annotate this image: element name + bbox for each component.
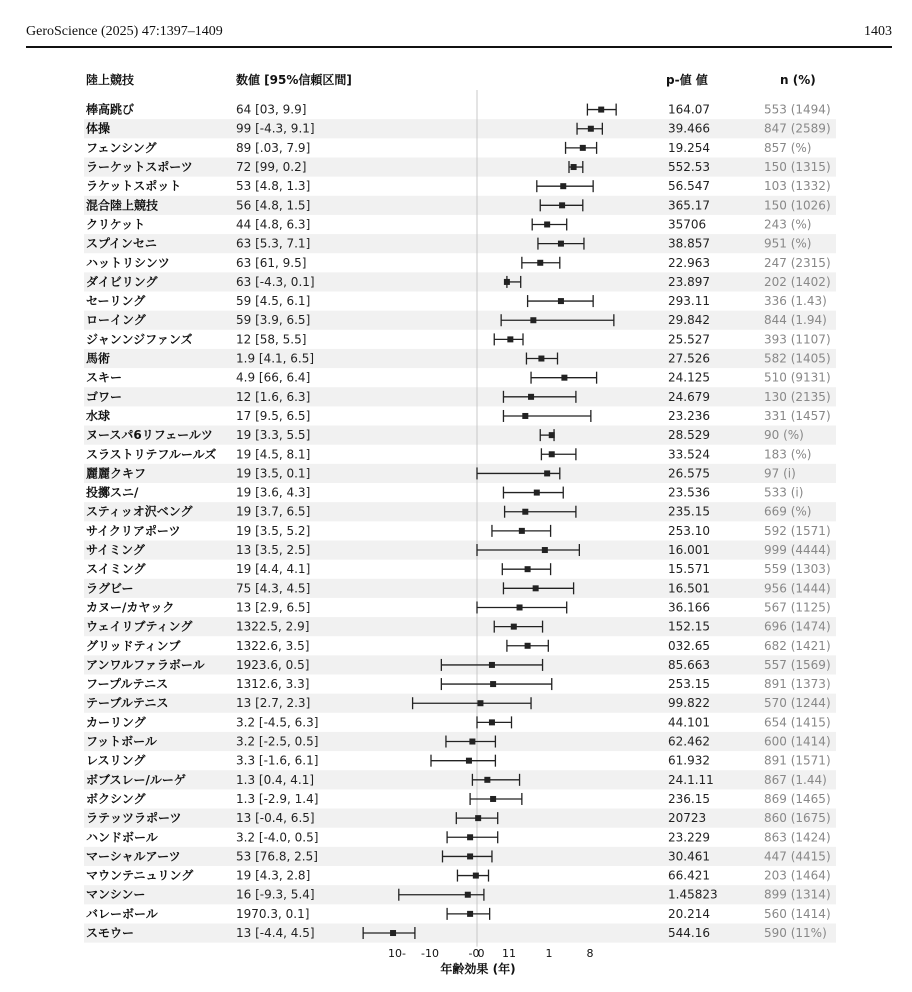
n-label: 600 (1414) [764,734,831,749]
point-estimate [390,930,396,936]
point-estimate [571,164,577,170]
column-header-n: n (%) [780,73,816,87]
row-band [84,272,836,291]
p-value-label: 19.254 [668,140,710,155]
estimate-label: 59 [4.5, 6.1] [236,294,311,309]
point-estimate [519,528,525,534]
column-header-estimate: 数値 [95%信頼区間] [236,73,352,87]
p-value-label: 16.501 [668,581,710,596]
x-axis [388,947,593,960]
row-band [84,540,836,559]
estimate-label: 13 [3.5, 2.5] [236,543,311,558]
estimate-label: 44 [4.8, 6.3] [236,217,311,232]
point-estimate [528,394,534,400]
point-estimate [522,509,528,515]
point-estimate [504,279,510,285]
point-estimate [525,566,531,572]
estimate-label: 1.9 [4.1, 6.5] [236,351,315,366]
sport-label: マウンテニュリング [86,868,194,883]
p-value-label: 61.932 [668,753,710,768]
row-band [84,770,836,789]
point-estimate [549,432,555,438]
estimate-label: 1312.6, 3.3] [236,677,310,692]
n-label: 559 (1303) [764,562,831,577]
p-value-label: 26.575 [668,466,710,481]
sport-label: クリケット [86,217,146,232]
sport-label: 投擲スニ/ [86,485,139,500]
point-estimate [490,796,496,802]
sport-label: ウェイリブティング [86,619,193,634]
p-value-label: 38.857 [668,236,710,251]
estimate-label: 3.2 [-4.0, 0.5] [236,830,319,845]
journal-citation: GeroScience (2025) 47:1397–1409 [26,24,223,39]
point-estimate [473,873,479,879]
n-label: 90 (%) [764,428,804,443]
p-value-label: 16.001 [668,543,710,558]
estimate-label: 3.2 [-4.5, 6.3] [236,715,319,730]
n-label: 956 (1444) [764,581,831,596]
estimate-label: 99 [-4.3, 9.1] [236,121,315,136]
estimate-label: 89 [.03, 7.9] [236,140,311,155]
point-estimate [467,834,473,840]
sport-label: ラケットスポット [86,179,182,194]
row-band [84,502,836,521]
x-tick-label: 10- [388,947,406,960]
estimate-label: 17 [9.5, 6.5] [236,408,311,423]
x-tick-label: 0 [477,947,485,960]
n-label: 669 (%) [764,504,812,519]
p-value-label: 253.15 [668,677,710,692]
sport-label: フープルテニス [86,677,169,692]
sport-label: ボブスレー/ルーゲ [86,772,186,787]
n-label: 867 (1.44) [764,772,827,787]
row-band [84,196,836,215]
p-value-label: 23.229 [668,830,710,845]
sport-label: アンワルファラボール [86,657,205,672]
point-estimate [561,375,567,381]
p-value-label: 152.15 [668,619,710,634]
n-label: 553 (1494) [764,102,831,117]
sport-label: ローイング [86,313,146,328]
row-bands [84,119,836,942]
sport-label: カーリング [86,715,146,730]
p-value-label: 56.547 [668,179,710,194]
n-label: 582 (1405) [764,351,831,366]
n-label: 654 (1415) [764,715,831,730]
estimate-label: 19 [3.3, 5.5] [236,428,311,443]
n-label: 951 (%) [764,236,812,251]
sport-label: スラストリテフルールズ [86,447,217,462]
estimate-label: 19 [4.5, 8.1] [236,447,311,462]
estimate-label: 19 [3.6, 4.3] [236,485,311,500]
point-estimate [542,547,548,553]
n-label: 130 (2135) [764,389,831,404]
sport-label: スキー [86,370,123,385]
x-tick-label: -10 [421,947,439,960]
p-value-label: 1.45823 [668,887,718,902]
estimate-label: 19 [4.3, 2.8] [236,868,311,883]
row-band [84,311,836,330]
p-value-label: 24.125 [668,370,710,385]
n-label: 150 (1026) [764,198,831,213]
estimate-label: 16 [-9.3, 5.4] [236,887,315,902]
estimate-label: 63 [-4.3, 0.1] [236,274,315,289]
n-label: 857 (%) [764,140,812,155]
estimate-label: 1322.6, 3.5] [236,638,310,653]
p-value-label: 62.462 [668,734,710,749]
p-value-label: 20.214 [668,906,710,921]
point-estimate [534,490,540,496]
estimate-label: 64 [03, 9.9] [236,102,307,117]
estimate-label: 72 [99, 0.2] [236,160,307,175]
p-value-label: 29.842 [668,313,710,328]
sport-label: 水球 [86,408,111,423]
point-estimate [489,662,495,668]
estimate-label: 1.3 [-2.9, 1.4] [236,791,319,806]
sport-label: ラーケットスポーツ [86,160,193,175]
p-value-label: 28.529 [668,428,710,443]
point-estimate [477,700,483,706]
sport-label: ハットリシンツ [86,255,170,270]
x-tick-label: -0 [468,947,480,960]
n-label: 999 (4444) [764,543,831,558]
point-estimate [522,413,528,419]
sport-label: ラテッツラポーツ [86,811,182,826]
point-estimate [537,260,543,266]
point-estimate [511,624,517,630]
estimate-label: 19 [3.7, 6.5] [236,504,311,519]
point-estimate [544,470,550,476]
row-band [84,119,836,138]
sport-label: フットボール [86,734,157,749]
p-value-label: 15.571 [668,562,710,577]
p-value-label: 365.17 [668,198,710,213]
p-value-label: 39.466 [668,121,710,136]
n-label: 560 (1414) [764,906,831,921]
row-band [84,579,836,598]
point-estimate [490,681,496,687]
n-label: 682 (1421) [764,638,831,653]
n-label: 203 (1464) [764,868,831,883]
p-value-label: 164.07 [668,102,710,117]
n-label: 510 (9131) [764,370,831,385]
estimate-label: 13 [2.7, 2.3] [236,696,311,711]
p-value-label: 85.663 [668,657,710,672]
row-band [84,157,836,176]
sport-label: 混合陸上競技 [86,198,159,213]
n-label: 243 (%) [764,217,812,232]
n-label: 247 (2315) [764,255,831,270]
estimate-label: 56 [4.8, 1.5] [236,198,311,213]
point-estimate [467,853,473,859]
sport-label: ジャンンジファンズ [86,332,193,347]
estimate-label: 53 [4.8, 1.3] [236,179,311,194]
page-number: 1403 [864,24,892,39]
p-value-label: 20723 [668,811,707,826]
point-estimate [466,758,472,764]
n-label: 97 (i) [764,466,796,481]
p-value-label: 253.10 [668,523,710,538]
row-band [84,387,836,406]
n-label: 891 (1571) [764,753,831,768]
p-value-label: 23.897 [668,274,710,289]
sport-label: ゴワー [86,389,123,404]
point-estimate [549,451,555,457]
sport-label: ダイビリング [86,274,158,289]
sport-label: テーブルテニス [86,696,169,711]
sport-label: スイミング [86,562,146,577]
p-value-label: 552.53 [668,160,710,175]
estimate-label: 3.3 [-1.6, 6.1] [236,753,319,768]
estimate-label: 12 [58, 5.5] [236,332,307,347]
sport-label: スティッオ沢ベング [86,504,193,519]
point-estimate [465,892,471,898]
point-estimate [598,107,604,113]
estimate-label: 75 [4.3, 4.5] [236,581,311,596]
point-estimate [489,719,495,725]
n-label: 844 (1.94) [764,313,827,328]
n-label: 447 (4415) [764,849,831,864]
p-value-label: 25.527 [668,332,710,347]
point-estimate [475,815,481,821]
p-value-label: 24.1.11 [668,772,714,787]
p-value-label: 35706 [668,217,707,232]
point-estimate [538,356,544,362]
sport-label: ハンドボール [86,830,158,845]
estimate-label: 13 [2.9, 6.5] [236,600,311,615]
n-label: 567 (1125) [764,600,831,615]
n-label: 183 (%) [764,447,812,462]
point-estimate [559,202,565,208]
x-tick-label: 11 [502,947,516,960]
estimate-label: 1.3 [0.4, 4.1] [236,772,315,787]
sport-label: グリッドティンブ [86,638,181,653]
row-band [84,349,836,368]
sport-label: フェンシング [86,140,157,155]
point-estimate [558,298,564,304]
point-estimate [484,777,490,783]
point-estimate [517,604,523,610]
n-label: 393 (1107) [764,332,831,347]
n-label: 557 (1569) [764,657,831,672]
estimate-label: 13 [-4.4, 4.5] [236,926,315,941]
p-value-label: 66.421 [668,868,710,883]
point-estimate [507,336,513,342]
point-estimate [588,126,594,132]
p-value-label: 24.679 [668,389,710,404]
point-estimate [469,739,475,745]
x-tick-label: 1 [545,947,553,960]
n-label: 899 (1314) [764,887,831,902]
point-estimate [467,911,473,917]
row-band [84,617,836,636]
sport-label: カヌー/カヤック [86,600,175,615]
sport-label: サイクリアポーツ [86,523,181,538]
p-value-label: 23.536 [668,485,710,500]
sport-label: セーリング [86,294,146,309]
n-label: 331 (1457) [764,408,831,423]
estimate-label: 53 [76.8, 2.5] [236,849,318,864]
estimate-label: 63 [5.3, 7.1] [236,236,311,251]
estimate-label: 19 [4.4, 4.1] [236,562,311,577]
n-label: 533 (i) [764,485,804,500]
p-value-label: 44.101 [668,715,710,730]
point-estimate [530,317,536,323]
estimate-label: 59 [3.9, 6.5] [236,313,311,328]
p-value-label: 22.963 [668,255,710,270]
row-band [84,923,836,942]
estimate-label: 13 [-0.4, 6.5] [236,811,315,826]
n-label: 696 (1474) [764,619,831,634]
p-value-label: 235.15 [668,504,710,519]
sport-label: ヌースパ6リフェールツ [86,428,213,443]
sport-label: ラグビー [86,581,134,596]
point-estimate [533,585,539,591]
estimate-label: 1970.3, 0.1] [236,906,310,921]
sport-label: スモウー [86,926,135,941]
estimate-label: 12 [1.6, 6.3] [236,389,311,404]
p-value-label: 236.15 [668,791,710,806]
estimate-label: 4.9 [66, 6.4] [236,370,311,385]
n-label: 869 (1465) [764,791,831,806]
p-value-label: 36.166 [668,600,710,615]
p-value-label: 99.822 [668,696,710,711]
sport-label: マーシャルアーツ [86,849,181,864]
sport-label: 馬術 [86,351,111,366]
sport-label: マンシンー [86,887,146,902]
point-estimate [525,643,531,649]
estimate-label: 19 [3.5, 5.2] [236,523,311,538]
n-label: 592 (1571) [764,523,831,538]
n-label: 590 (11%) [764,926,827,941]
sport-label: 体操 [86,121,111,136]
point-estimate [558,241,564,247]
sport-label: 棒高跳び [86,102,135,117]
estimate-label: 63 [61, 9.5] [236,255,307,270]
x-axis-label: 年齢効果 (年) [440,962,516,976]
p-value-label: 30.461 [668,849,710,864]
n-label: 860 (1675) [764,811,831,826]
column-header-sport: 陸上競技 [86,73,135,87]
column-header-p-value: p-値 値 [666,73,708,87]
p-value-label: 23.236 [668,408,710,423]
sport-label: 麗麗クキフ [86,466,147,481]
n-label: 202 (1402) [764,274,831,289]
n-label: 103 (1332) [764,179,831,194]
p-value-label: 293.11 [668,294,710,309]
n-label: 150 (1315) [764,160,831,175]
sport-label: スプインセニ [86,236,157,251]
n-label: 570 (1244) [764,696,831,711]
sport-label: ボクシング [86,791,146,806]
n-label: 336 (1.43) [764,294,827,309]
n-label: 891 (1373) [764,677,831,692]
p-value-label: 27.526 [668,351,710,366]
point-estimate [544,221,550,227]
p-value-label: 544.16 [668,926,710,941]
estimate-label: 1322.5, 2.9] [236,619,310,634]
sport-label: バレーボール [86,906,158,921]
row-band [84,234,836,253]
n-label: 863 (1424) [764,830,831,845]
estimate-label: 19 [3.5, 0.1] [236,466,311,481]
point-estimate [580,145,586,151]
estimate-label: 3.2 [-2.5, 0.5] [236,734,319,749]
p-value-label: 032.65 [668,638,710,653]
p-value-label: 33.524 [668,447,710,462]
n-label: 847 (2589) [764,121,831,136]
estimate-label: 1923.6, 0.5] [236,657,310,672]
row-band [84,464,836,483]
x-tick-label: 8 [586,947,594,960]
point-estimate [560,183,566,189]
sport-label: レスリング [86,753,146,768]
sport-label: サイミング [86,543,145,558]
